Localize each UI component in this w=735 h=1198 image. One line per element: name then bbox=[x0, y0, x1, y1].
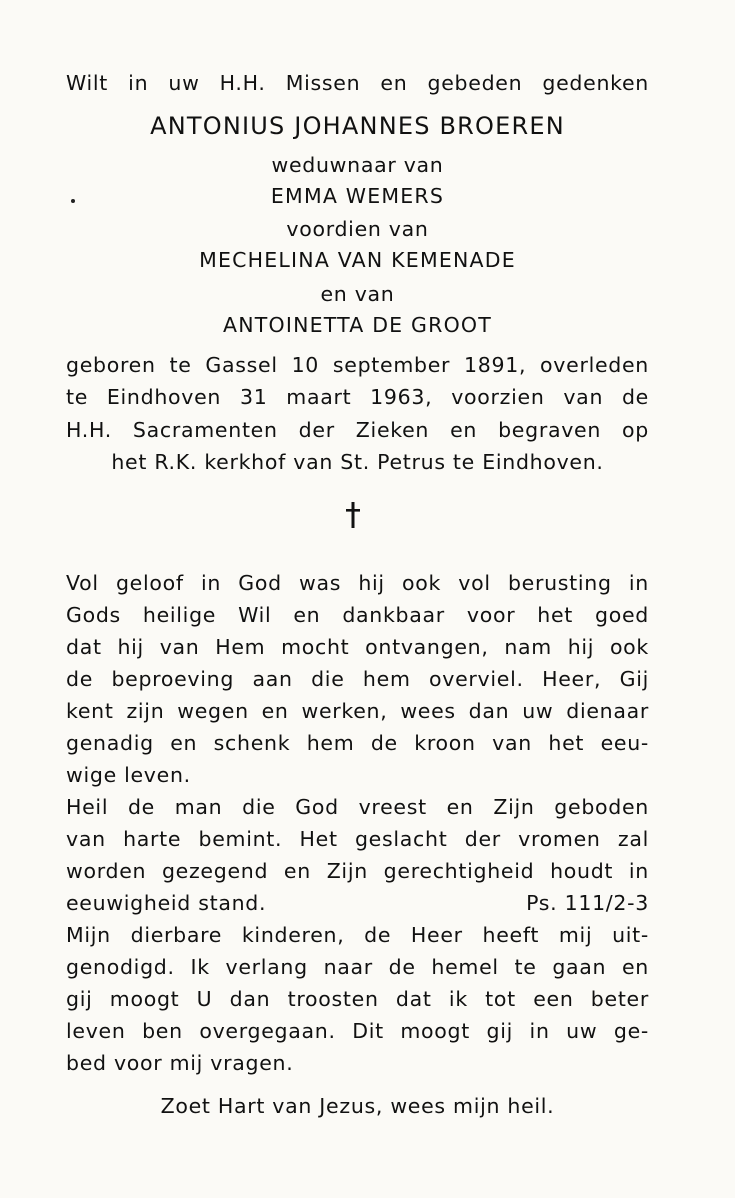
paragraph-line: gij moogt U dan troosten dat ik tot een beter bbox=[66, 987, 649, 1011]
relation-previously: voordien van bbox=[286, 217, 429, 241]
biography-line: te Eindhoven 31 maart 1963, voorzien van de bbox=[66, 385, 649, 409]
biography-line: geboren te Gassel 10 september 1891, overleden bbox=[66, 353, 649, 377]
paragraph-line: leven ben overgegaan. Dit moogt gij in uw ge- bbox=[66, 1019, 649, 1043]
paragraph-line: genodigd. Ik verlang naar de hemel te gaan en bbox=[66, 955, 649, 979]
relation-widower: weduwnaar van bbox=[271, 153, 444, 177]
paragraph-line: worden gezegend en Zijn gerechtigheid houdt in bbox=[66, 859, 649, 883]
deceased-name: ANTONIUS JOHANNES BROEREN bbox=[150, 112, 565, 140]
paragraph-line: genadig en schenk hem de kroon van het eeu- bbox=[66, 731, 649, 755]
paragraph-line: kent zijn wegen en werken, wees dan uw dienaar bbox=[66, 699, 649, 723]
paragraph-line-end: eeuwigheid stand. bbox=[66, 891, 267, 915]
intro-line: Wilt in uw H.H. Missen en gebeden gedenken bbox=[66, 71, 649, 95]
paragraph-line: de beproeving aan die hem overviel. Heer, Gij bbox=[66, 667, 649, 691]
paragraph-line: dat hij van Hem mocht ontvangen, nam hij ook bbox=[66, 635, 649, 659]
cross-icon bbox=[340, 500, 366, 530]
paragraph-line: van harte bemint. Het geslacht der vromen zal bbox=[66, 827, 649, 851]
paragraph-line: wige leven. bbox=[66, 763, 191, 787]
spouse-name-1: EMMA WEMERS bbox=[270, 184, 445, 208]
paragraph-line: Vol geloof in God was hij ook vol berusting in bbox=[66, 571, 649, 595]
paragraph-line: bed voor mij vragen. bbox=[66, 1051, 294, 1075]
paragraph-line: Gods heilige Wil en dankbaar voor het goed bbox=[66, 603, 649, 627]
psalm-reference: Ps. 111/2-3 bbox=[526, 891, 649, 915]
paragraph-line-with-reference bbox=[66, 888, 649, 918]
paragraph-line: Mijn dierbare kinderen, de Heer heeft mij uit- bbox=[66, 923, 649, 947]
relation-and: en van bbox=[320, 282, 395, 306]
spouse-name-3: ANTOINETTA DE GROOT bbox=[223, 313, 492, 337]
biography-line: het R.K. kerkhof van St. Petrus te Eindhoven. bbox=[111, 450, 604, 474]
biography-line: H.H. Sacramenten der Zieken en begraven op bbox=[66, 418, 649, 442]
spouse-name-2: MECHELINA VAN KEMENADE bbox=[199, 248, 516, 272]
closing-prayer: Zoet Hart van Jezus, wees mijn heil. bbox=[160, 1094, 555, 1118]
paragraph-line: Heil de man die God vreest en Zijn geboden bbox=[66, 795, 649, 819]
